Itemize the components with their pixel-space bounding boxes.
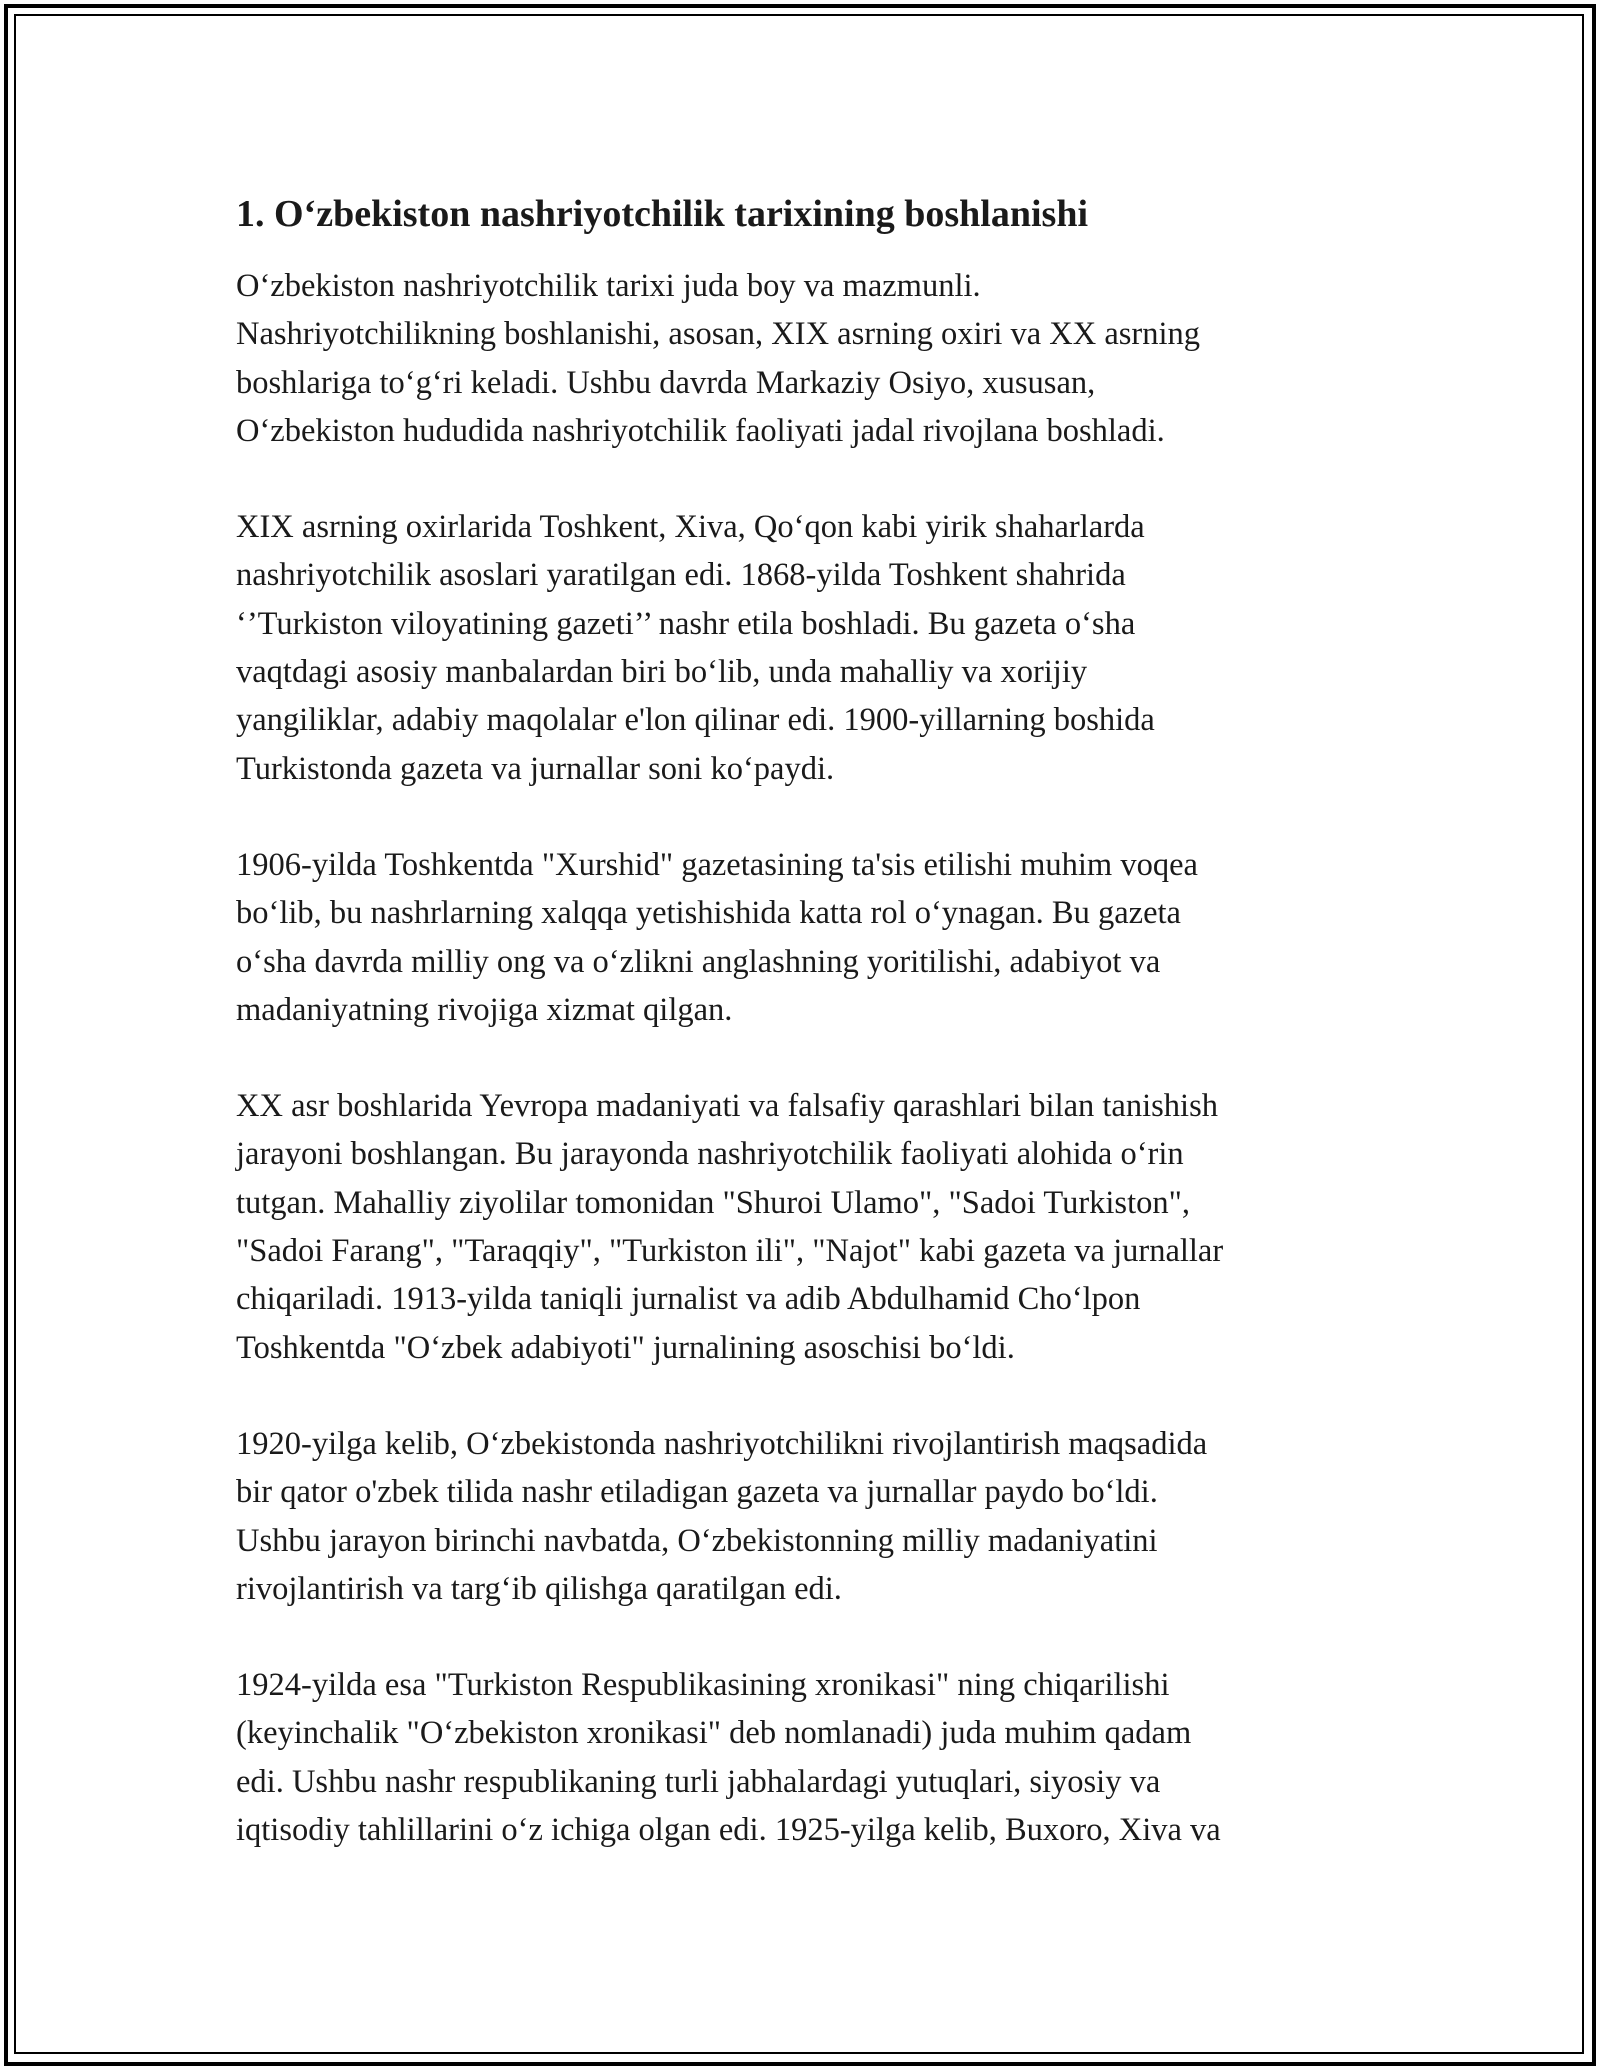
document-body <box>236 188 1376 1854</box>
paragraph-5 <box>236 1420 1376 1613</box>
paragraph-line: boshlariga to‘g‘ri keladi. Ushbu davrda Markaziy Osiyo, xususan, <box>236 364 1096 401</box>
section-heading: 1. O‘zbekiston nashriyotchilik tarixining boshlanishi <box>236 193 1089 235</box>
paragraph-line: chiqariladi. 1913-yilda taniqli jurnalist va adib Abdulhamid Cho‘lpon <box>236 1281 1141 1318</box>
paragraph-line: XIX asrning oxirlarida Toshkent, Xiva, Qo‘qon kabi yirik shaharlarda <box>236 509 1145 546</box>
paragraph-3 <box>236 841 1376 1034</box>
paragraph-line: nashriyotchilik asoslari yaratilgan edi. 1868-yilda Toshkent shahrida <box>236 557 1126 594</box>
paragraph-6 <box>236 1661 1376 1854</box>
paragraph-line: edi. Ushbu nashr respublikaning turli jabhalardagi yutuqlari, siyosiy va <box>236 1763 1161 1800</box>
paragraph-line: rivojlantirish va targ‘ib qilishga qaratilgan edi. <box>236 1570 842 1607</box>
paragraph-line: bo‘lib, bu nashrlarning xalqqa yetishishida katta rol o‘ynagan. Bu gazeta <box>236 895 1181 932</box>
paragraph-line: Ushbu jarayon birinchi navbatda, O‘zbekistonning milliy madaniyatini <box>236 1522 1158 1559</box>
paragraph-line: Nashriyotchilikning boshlanishi, asosan, XIX asrning oxiri va XX asrning <box>236 316 1201 353</box>
paragraph-4 <box>236 1082 1376 1372</box>
paragraph-2 <box>236 503 1376 793</box>
paragraph-line: XX asr boshlarida Yevropa madaniyati va falsafiy qarashlari bilan tanishish <box>236 1088 1218 1125</box>
paragraph-line: 1924-yilda esa "Turkiston Respublikasining xronikasi" ning chiqarilishi <box>236 1667 1170 1704</box>
paragraph-1 <box>236 262 1376 455</box>
paragraph-line: iqtisodiy tahlillarini o‘z ichiga olgan edi. 1925-yilga kelib, Buxoro, Xiva va <box>236 1812 1221 1849</box>
paragraph-line: bir qator o'zbek tilida nashr etiladigan gazeta va jurnallar paydo bo‘ldi. <box>236 1474 1158 1511</box>
paragraph-line: Toshkentda "O‘zbek adabiyoti" jurnalining asoschisi bo‘ldi. <box>236 1329 1015 1366</box>
paragraph-line: o‘sha davrda milliy ong va o‘zlikni anglashning yoritilishi, adabiyot va <box>236 943 1161 980</box>
paragraph-line: Turkistonda gazeta va jurnallar soni ko‘paydi. <box>236 750 835 787</box>
paragraph-line: ‘’Turkiston viloyatining gazeti’’ nashr etila boshladi. Bu gazeta o‘sha <box>236 605 1136 642</box>
paragraph-line: vaqtdagi asosiy manbalardan biri bo‘lib, unda mahalliy va xorijiy <box>236 654 1088 691</box>
paragraph-line: 1920-yilga kelib, O‘zbekistonda nashriyotchilikni rivojlantirish maqsadida <box>236 1425 1208 1462</box>
paragraph-line: O‘zbekiston nashriyotchilik tarixi juda boy va mazmunli. <box>236 268 981 304</box>
paragraph-line: 1906-yilda Toshkentda "Xurshid" gazetasining ta'sis etilishi muhim voqea <box>236 846 1198 883</box>
paragraph-line: tutgan. Mahalliy ziyolilar tomonidan "Shuroi Ulamo", "Sadoi Turkiston", <box>236 1184 1191 1221</box>
paragraph-line: O‘zbekiston hududida nashriyotchilik faoliyati jadal rivojlana boshladi. <box>236 412 1165 449</box>
paragraph-line: (keyinchalik "O‘zbekiston xronikasi" deb nomlanadi) juda muhim qadam <box>236 1715 1192 1752</box>
paragraph-line: yangiliklar, adabiy maqolalar e'lon qilinar edi. 1900-yillarning boshida <box>236 702 1155 739</box>
paragraph-line: "Sadoi Farang", "Taraqqiy", "Turkiston ili", "Najot" kabi gazeta va jurnallar <box>236 1233 1224 1270</box>
paragraph-line: madaniyatning rivojiga xizmat qilgan. <box>236 991 733 1028</box>
paragraph-line: jarayoni boshlangan. Bu jarayonda nashriyotchilik faoliyati alohida o‘rin <box>236 1136 1184 1173</box>
